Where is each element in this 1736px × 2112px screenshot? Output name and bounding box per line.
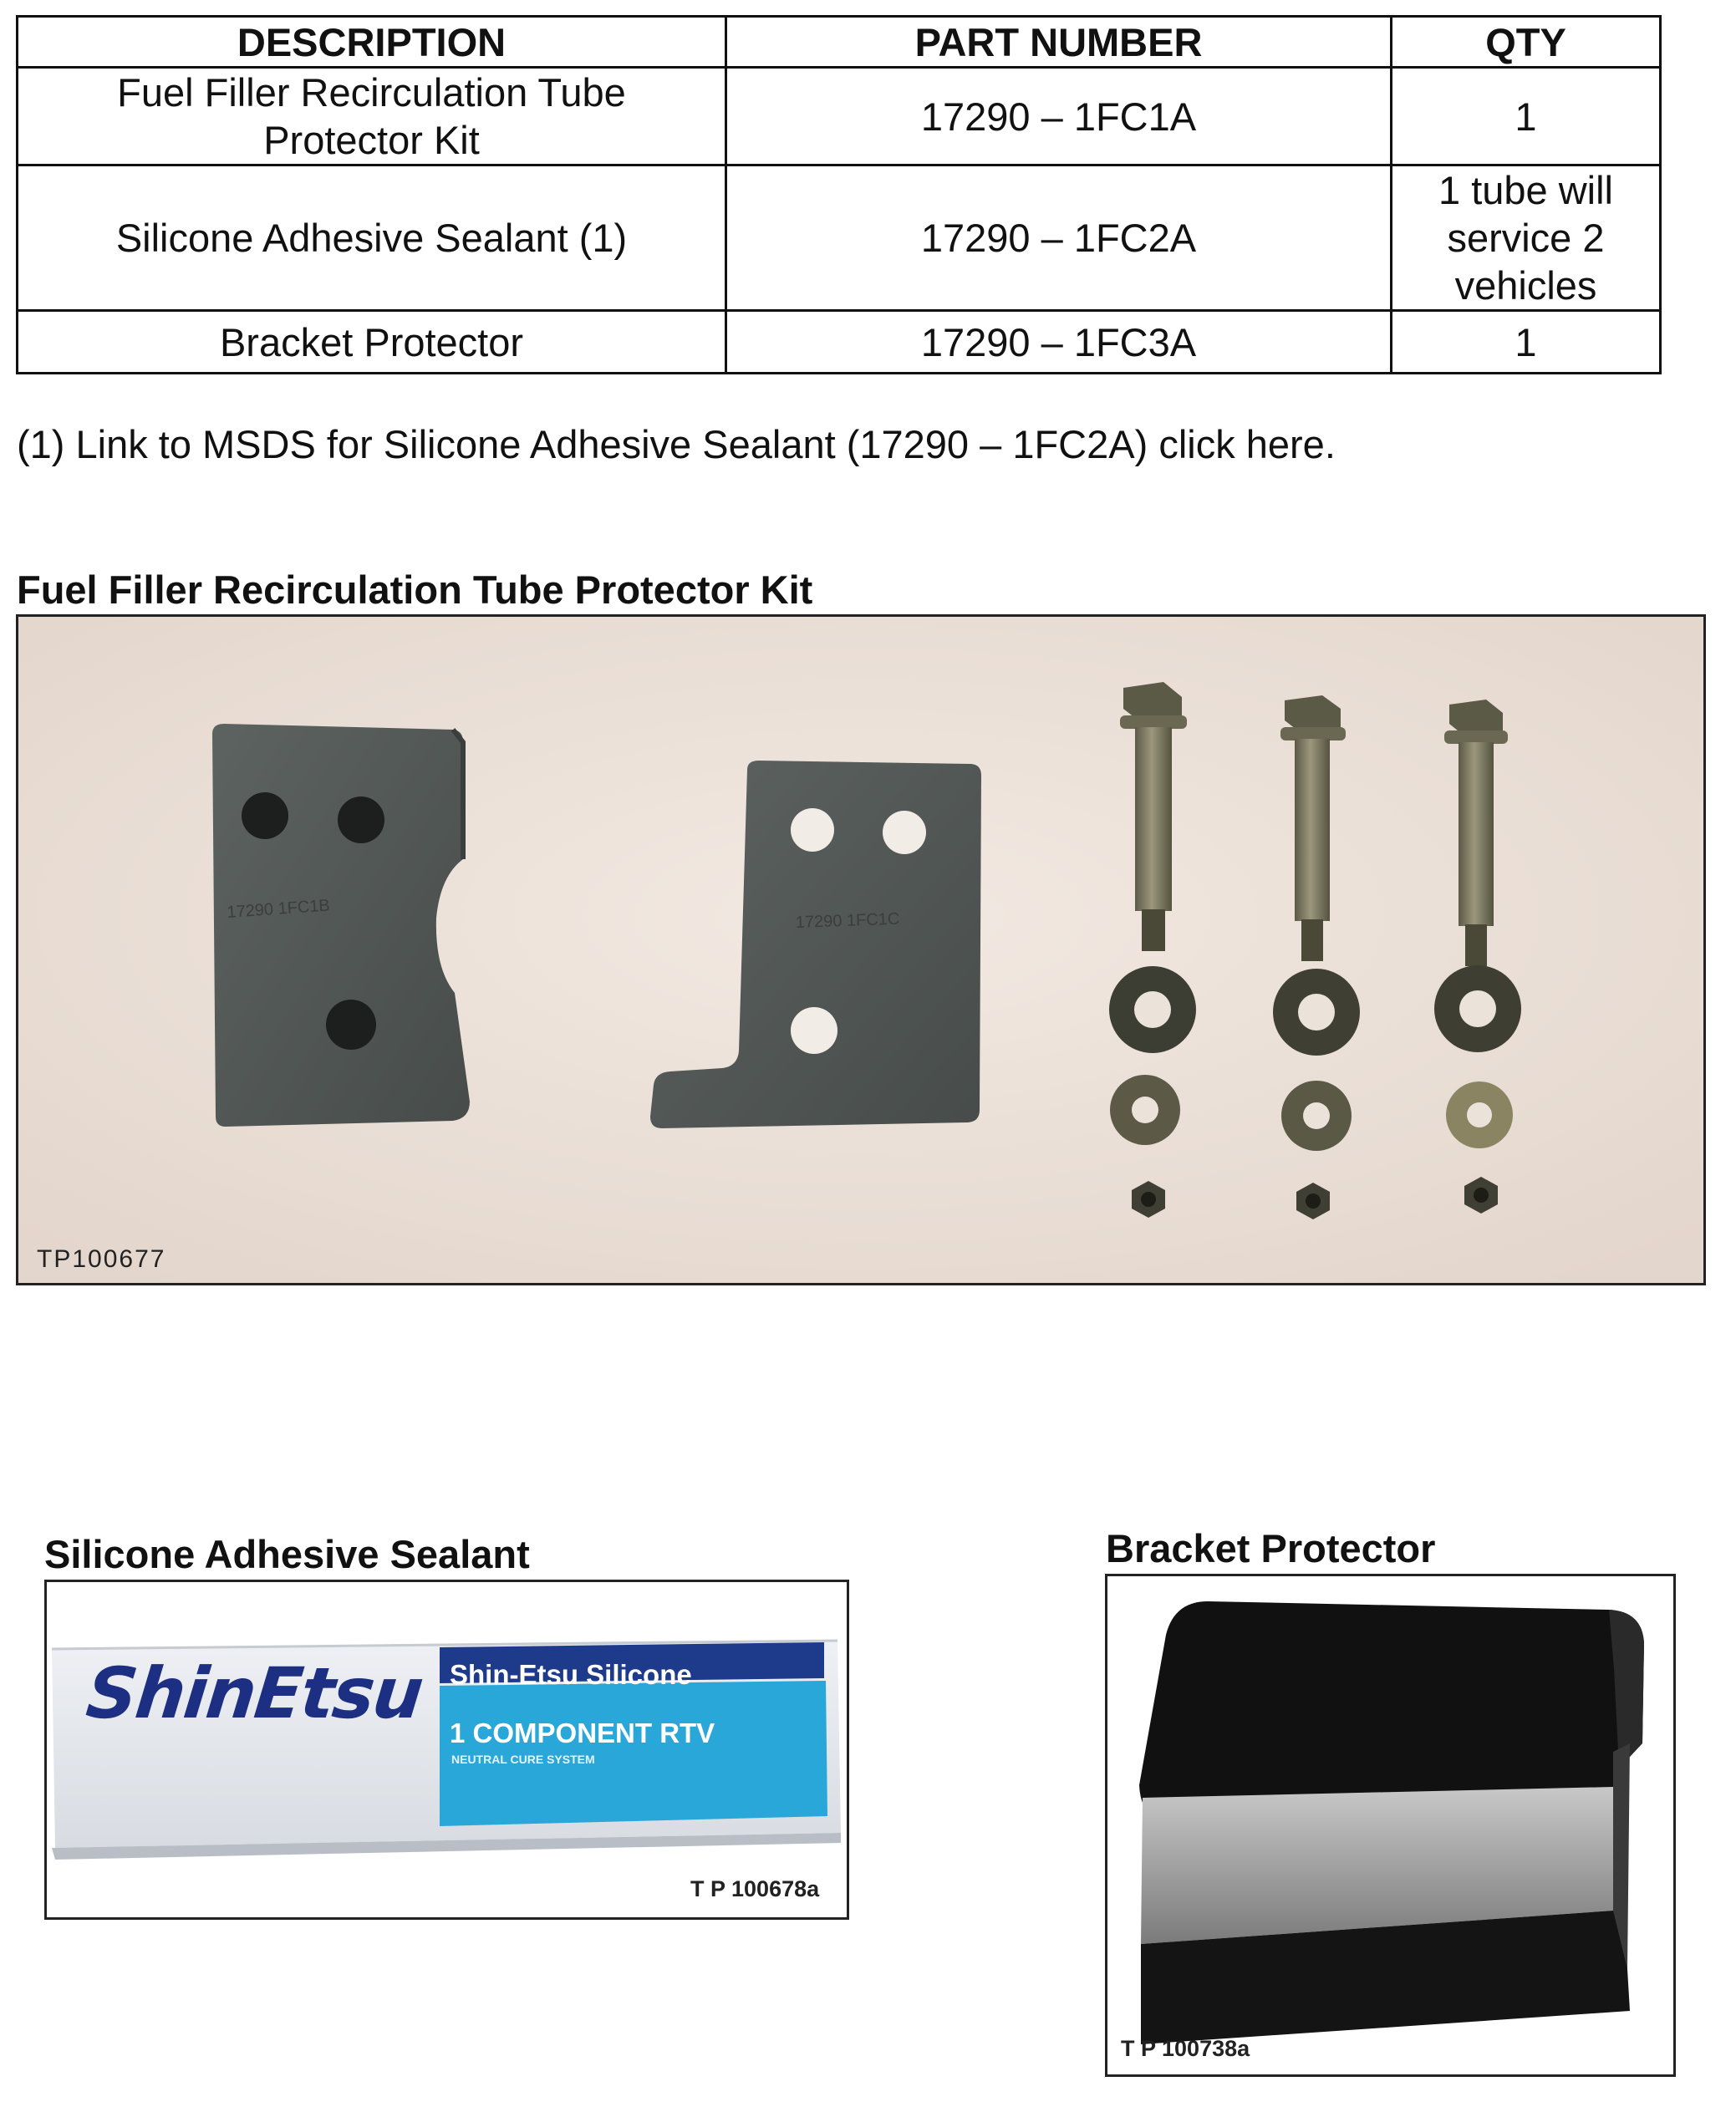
washer [1273,969,1360,1056]
table-row [18,68,1661,165]
cell-qty: 1 [1392,311,1661,374]
sealant-product-subtype: NEUTRAL CURE SYSTEM [451,1753,595,1766]
sealant-product-type: 1 COMPONENT RTV [450,1718,715,1748]
cell-description: Bracket Protector [18,311,726,374]
header-qty: QTY [1392,17,1661,68]
cell-qty-line: 1 tube will [1438,168,1613,212]
lock-washer [1110,1075,1180,1145]
header-part-number: PART NUMBER [726,17,1392,68]
cell-part-number: 17290 – 1FC3A [726,311,1392,374]
cell-description-line: Fuel Filler Recirculation Tube [117,70,626,115]
sealant-section-title: Silicone Adhesive Sealant [44,1532,530,1576]
cell-description [18,68,726,165]
bracket-photo-code: T P 100738a [1121,2036,1250,2061]
footnote-text: (1) Link to MSDS for Silicone Adhesive Sealant (17290 – 1FC2A) [17,422,1159,466]
cell-qty: 1 [1392,68,1661,165]
kit-photo-illustration [18,617,1703,1283]
cell-part-number: 17290 – 1FC2A [726,165,1392,311]
sealant-photo-code: T P 100678a [690,1876,820,1901]
table-row [18,311,1661,374]
cell-qty [1392,165,1661,311]
cell-qty-line: vehicles [1454,263,1597,308]
parts-table [16,15,1662,374]
lock-washer [1281,1081,1352,1151]
left-protector-marking: 17290 1FC1B [226,896,331,922]
table-header-row [18,17,1661,68]
kit-photo-code: TP100677 [37,1245,166,1273]
sealant-box-illustration [47,1582,847,1917]
bracket-section-title: Bracket Protector [1106,1526,1436,1570]
msds-link[interactable]: click here. [1158,422,1336,466]
washer [1434,965,1521,1052]
msds-footnote [17,420,1336,470]
right-protector-marking: 17290 1FC1C [795,909,900,932]
shinetsu-logo: ShinEtsu [82,1652,426,1734]
cell-description-line: Protector Kit [263,118,480,162]
washer [1109,966,1196,1053]
table-row [18,165,1661,311]
bracket-protector-illustration [1107,1576,1673,2074]
lock-washer [1446,1081,1513,1148]
sealant-product-line: Shin-Etsu Silicone [450,1659,692,1690]
cell-qty-line: service 2 [1447,216,1605,260]
cell-description: Silicone Adhesive Sealant (1) [18,165,726,311]
cell-part-number: 17290 – 1FC1A [726,68,1392,165]
kit-photo [16,614,1706,1285]
left-protector-piece [212,724,470,1127]
bracket-photo [1105,1574,1676,2077]
header-description: DESCRIPTION [18,17,726,68]
sealant-photo [44,1580,849,1920]
kit-section-title: Fuel Filler Recirculation Tube Protector Kit [17,567,813,612]
